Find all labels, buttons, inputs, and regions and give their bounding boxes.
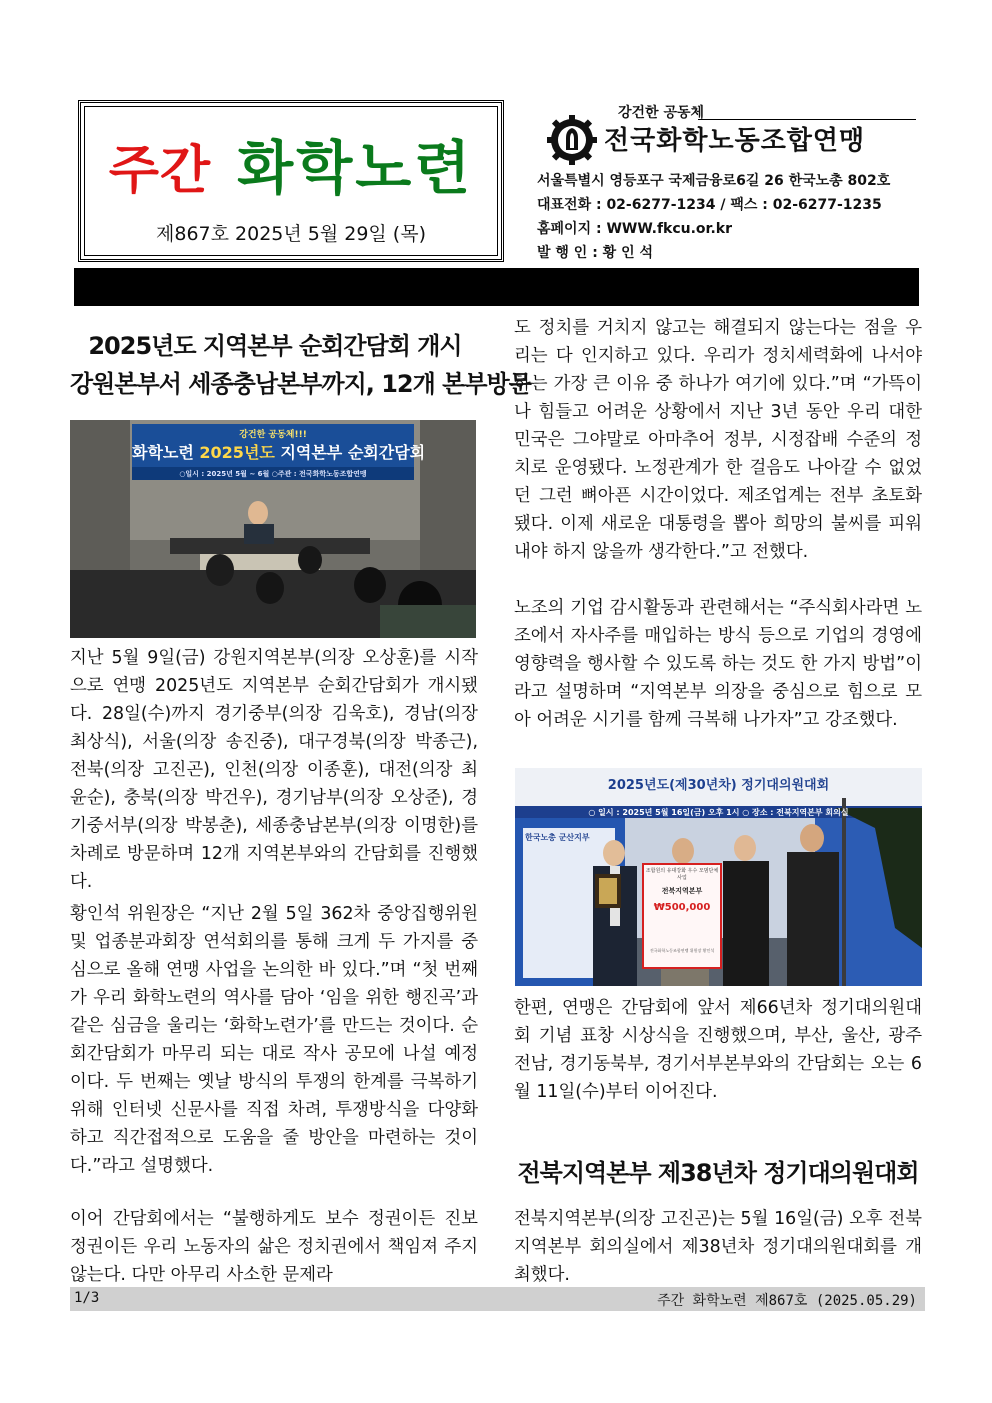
photo-banner-slogan: 강건한 공동체!!! xyxy=(239,430,307,440)
article1-paragraph-3: 이어 간담회에서는 “불행하게도 보수 정권이든 진보 정권이든 우리 노동자의 삶은 정치권에서 책임져 주지 않는다. 다만 아무리 사소한 문제라 xyxy=(70,1209,478,1285)
photo2-banner-top: 2025년도(제30년차) 정기대의원대회 xyxy=(607,778,830,793)
article1-paragraph-2: 황인석 위원장은 “지난 2월 5일 362차 중앙집행위원 및 업종분과회장 연석회의를 통해 크게 두 가지를 중심으로 올해 연맹 사업을 논의한 바 있다.”며 “첫 번째가 우리 화학노련의 역사를 담아 ‘임을 위한 행진곡’과 같은 심금을 울리는 ‘화학노련가’를 만드는 것이다. 순회간담회가 마무리 되는 대로 작사 공모에 나설 예정이다. 두 번째는 옛날 방식의 투쟁의 한계를 극복하기 위해 인터넷 신문사를 직접 차려, 투쟁방식을 다양화하고 직간접적으로 도움을 줄 방안을 마련하는 것이다.”라고 설명했다. xyxy=(70,904,478,1176)
page-footer xyxy=(70,1287,925,1311)
photo-banner-title-a: 화학노련 xyxy=(132,443,194,462)
article1-paragraph-4: 도 정치를 거치지 않고는 해결되지 않는다는 점을 우리는 다 인지하고 있다. 우리가 정치세력화에 나서야 하는 가장 큰 이유 중 하나가 여기에 있다.”며 “가뜩이나 힘들고 어려운 상황에서 지난 3년 동안 우리 대한민국은 그야말로 아마추어 정부, 시정잡배 수준의 정치로 운영됐다. 노정관계가 한 걸음도 나아갈 수 없었던 그런 뼈아픈 시간이었다. 제조업계는 전부 초토화됐다. 이제 새로운 대통령을 뽑아 희망의 불씨를 피워내야 하지 않을까 생각한다.”고 전했다. xyxy=(514,318,922,562)
article1-headline-2: 강원본부서 세종충남본부까지, 12개 본부방문 xyxy=(70,370,531,398)
masthead xyxy=(78,100,504,262)
org-name: 전국화학노동조합연맹 xyxy=(604,126,866,156)
article1-headline-1: 2025년도 지역본부 순회간담회 개시 xyxy=(88,332,462,360)
article2-headline: 전북지역본부 제38년차 정기대의원대회 xyxy=(517,1159,919,1187)
masthead-title xyxy=(85,121,497,205)
org-homepage: 홈페이지 : WWW.fkcu.or.kr xyxy=(537,221,732,237)
org-publisher: 발 행 인 : 황 인 석 xyxy=(537,245,653,261)
photo2-banner-info: ○ 일시 : 2025년 5월 16일(금) 오후 1시 ○ 장소 : 전북지역본부 회의실 xyxy=(588,808,849,817)
photo2-sign-left: 한국노총 군산지부 xyxy=(525,833,590,842)
photo2-board-title: 조합원의 유대강화 우수 모범단체 사업 xyxy=(645,868,719,881)
org-phone: 대표전화 : 02-6277-1234 / 팩스 : 02-6277-1235 xyxy=(537,197,882,213)
org-info xyxy=(537,100,940,261)
org-address: 서울특별시 영등포구 국제금융로6길 26 한국노총 802호 xyxy=(537,173,891,189)
photo2-board-footer: 전국화학노동조합연맹 위원장 황인석 xyxy=(649,948,715,953)
masthead-issue: 제867호 2025년 5월 29일 (목) xyxy=(156,223,426,245)
photo-banner-year: 2025년도 xyxy=(199,443,275,462)
header-divider-bar xyxy=(74,268,919,306)
masthead-weekly: 주간 xyxy=(108,141,212,201)
article1-paragraph-1: 지난 5월 9일(금) 강원지역본부(의장 오상훈)를 시작으로 연맹 2025년도 지역본부 순회간담회가 개시됐다. 28일(수)까지 경기중부(의장 김욱호), 경남(의장 최상식), 서울(의장 송진중), 대구경북(의장 박종근), 전북(의장 고진곤), 인천(의장 이종훈), 대전(의장 최윤순), 충북(의장 박건우), 경기남부(의장 오상준), 경기중서부(의장 박봉춘), 세종충남본부(의장 이명한)를 차례로 방문하며 12개 지역본부와의 간담회를 진행했다. xyxy=(70,648,478,892)
photo-banner-sub: ○일시 : 2025년 5월 ~ 6월 ○주관 : 전국화학노동조합연맹 xyxy=(179,470,367,478)
union-gear-logo-icon xyxy=(544,110,600,166)
article1-paragraph-5: 노조의 기업 감시활동과 관련해서는 “주식회사라면 노조에서 자사주를 매입하는 방식 등으로 기업의 경영에 영향력을 행사할 수 있도록 하는 것도 한 가지 방법”이라고 설명하며 “지역본부 의장을 중심으로 힘으로 모아 어려운 시기를 함께 극복해 나가자”고 강조했다. xyxy=(514,598,922,730)
photo-banner-title-b: 지역본부 순회간담회 xyxy=(280,443,426,462)
org-slogan: 강건한 공동체 xyxy=(618,105,705,121)
meeting-photo xyxy=(70,420,476,638)
photo2-board-amount: ₩500,000 xyxy=(653,902,711,913)
award-ceremony-photo xyxy=(515,768,922,986)
footer-page-number: 1/3 xyxy=(74,1290,100,1306)
masthead-inner-frame xyxy=(84,106,498,256)
photo2-board-org: 전북지역본부 xyxy=(661,887,703,895)
footer-issue: 주간 화학노련 제867호 (2025.05.29) xyxy=(657,1293,917,1309)
article1-paragraph-6: 한편, 연맹은 간담회에 앞서 제66년차 정기대의원대회 기념 표창 시상식을 진행했으며, 부산, 울산, 광주전남, 경기동북부, 경기서부본부와의 간담회는 오는 6월 11일(수)부터 이어진다. xyxy=(514,998,922,1102)
masthead-name: 화학노련 xyxy=(237,134,474,202)
photo-banner-title xyxy=(132,440,426,463)
article2-paragraph-1: 전북지역본부(의장 고진곤)는 5월 16일(금) 오후 전북지역본부 회의실에서 제38년차 정기대의원대회를 개최했다. xyxy=(514,1209,922,1285)
